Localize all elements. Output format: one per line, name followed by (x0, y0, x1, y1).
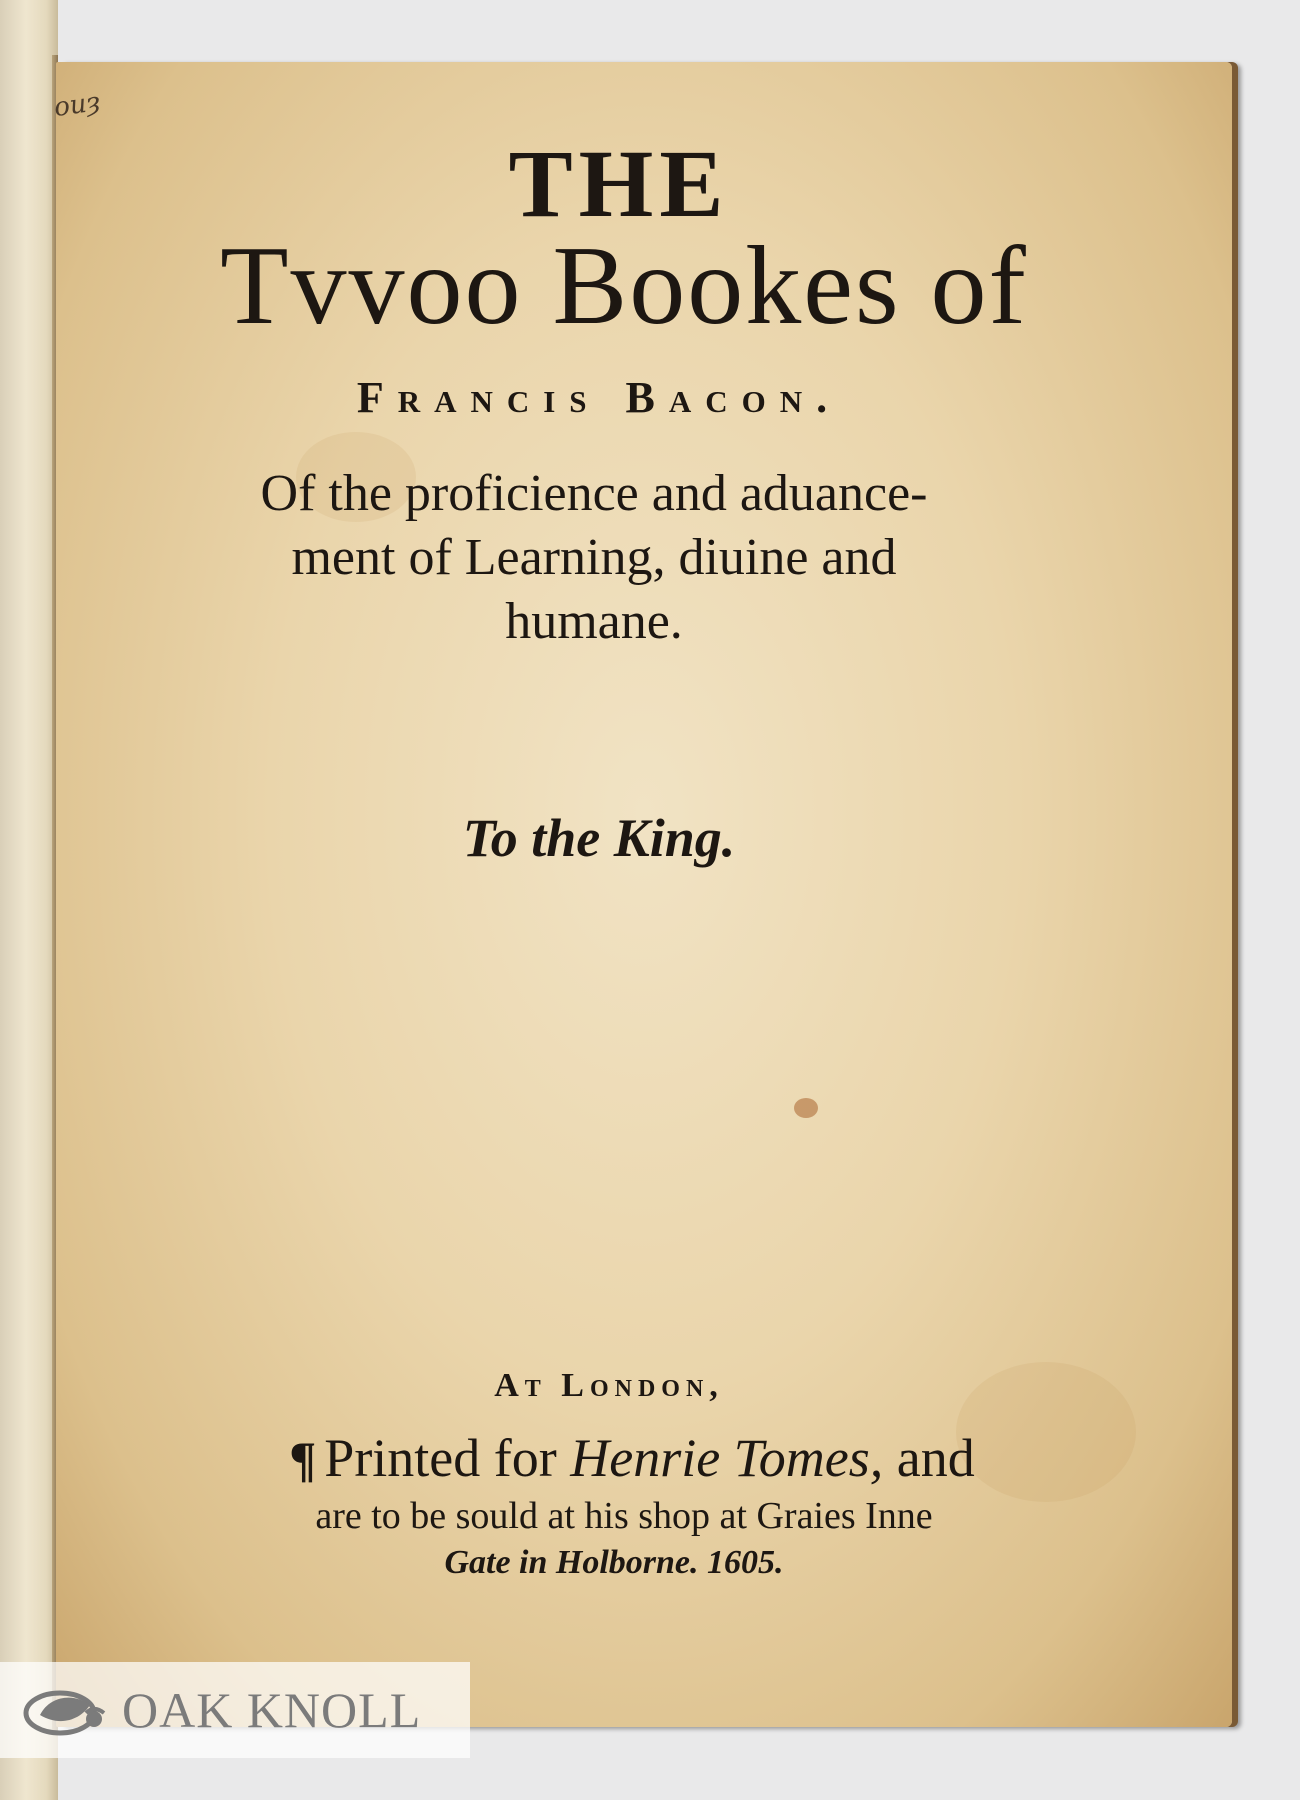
imprint-city: At London, (494, 1367, 724, 1404)
pencil-margin-note: ouȝ (52, 86, 102, 124)
foxing-spot (794, 1098, 818, 1118)
imprint-prefix: Printed for (324, 1428, 571, 1488)
watermark (0, 1662, 470, 1758)
oak-leaf-acorn-logo-icon (20, 1675, 116, 1745)
subtitle-line: ment of Learning, diuine and (291, 529, 897, 586)
watermark-text: OAK KNOLL (122, 1682, 422, 1738)
title-two-books: Tvvoo Bookes of (220, 224, 1028, 348)
subtitle-line: humane. (505, 593, 683, 650)
subtitle (6, 462, 1182, 654)
imprint-suffix: and (883, 1428, 975, 1488)
imprint-shop: are to be sould at his shop at Graies Inne (315, 1495, 933, 1537)
title-page (52, 62, 1232, 1727)
imprint-date: Gate in Holborne. 1605. (444, 1544, 784, 1581)
dedication: To the King. (462, 808, 736, 868)
printer-name: Henrie Tomes, (570, 1428, 884, 1488)
subtitle-line: Of the proficience and aduance- (260, 465, 928, 522)
pilcrow-icon: ¶ (289, 1431, 317, 1487)
author-name: Francis Bacon. (356, 373, 842, 422)
imprint-printed-for (44, 1427, 1220, 1489)
title-the: THE (508, 130, 730, 237)
